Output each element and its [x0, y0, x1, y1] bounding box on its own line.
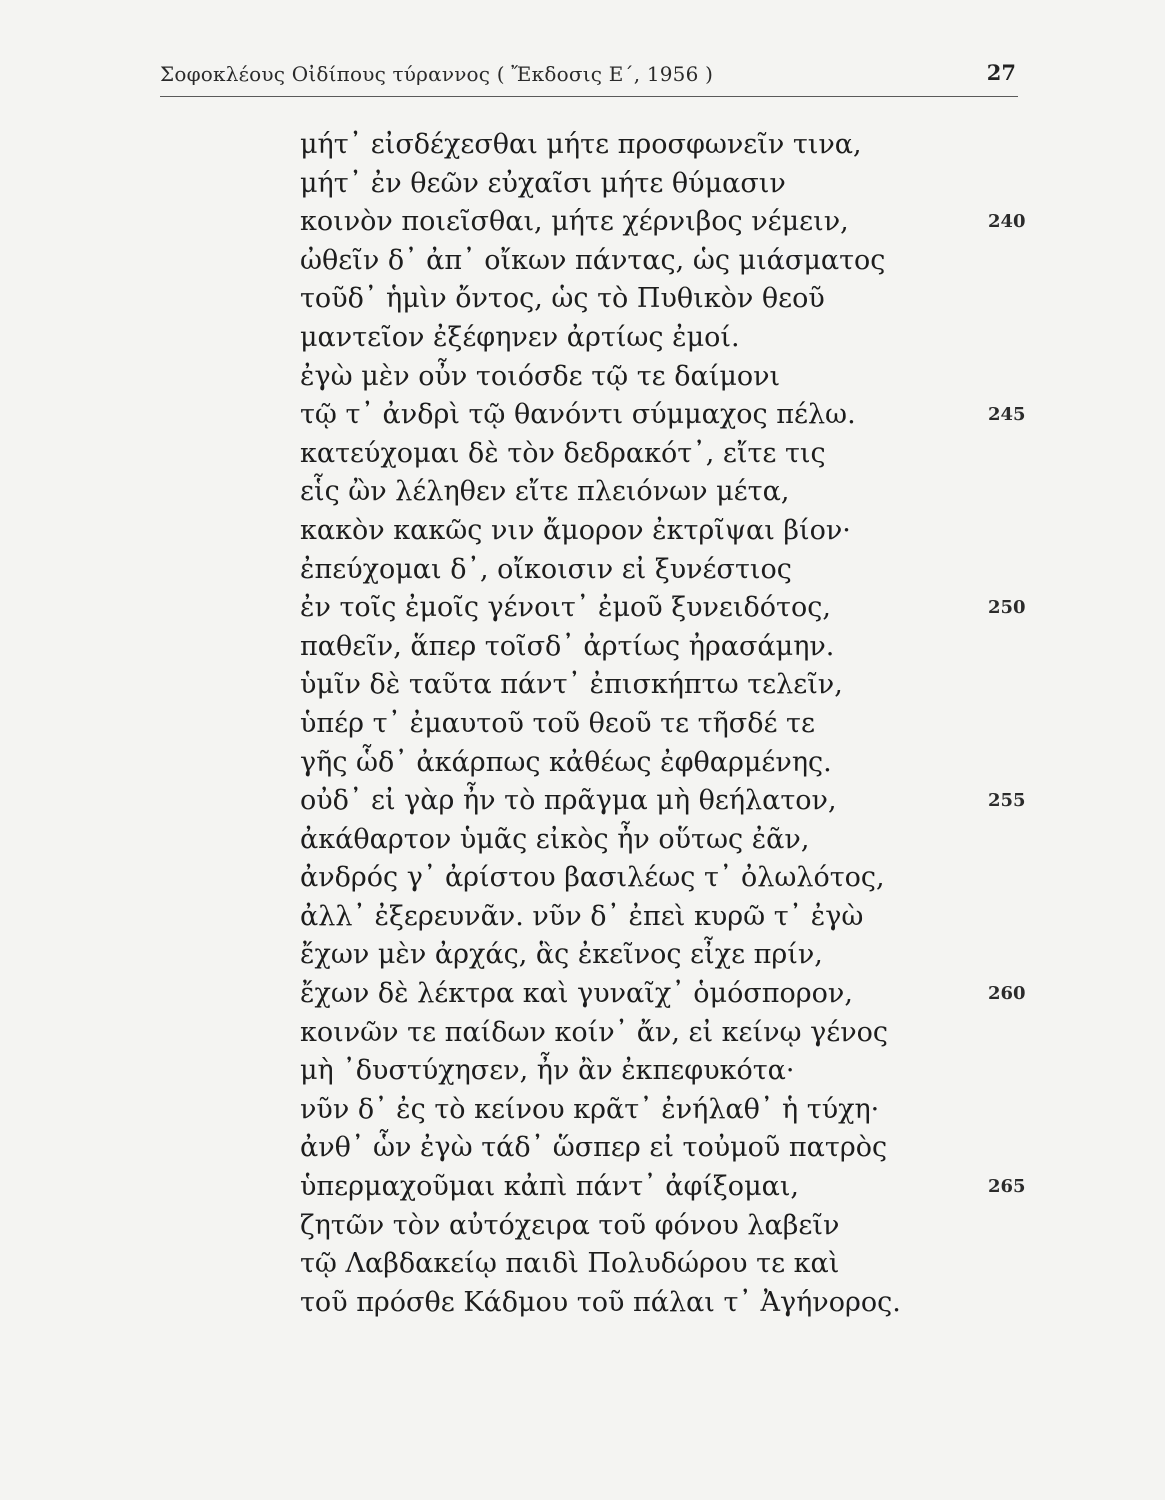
running-title: Σοφοκλέους Οἰδίπους τύραννος ( Ἔκδοσις Ε΄, 1956 ) [160, 62, 714, 86]
verse-line [300, 782, 1026, 821]
verse-text: κακὸν κακῶς νιν ἄμορον ἐκτρῖψαι βίον· [300, 514, 851, 546]
verse-text: ἔχων δὲ λέκτρα καὶ γυναῖχ᾽ ὁμόσπορον, [300, 978, 853, 1010]
verse-text: ἀλλ᾽ ἐξερευνᾶν. νῦν δ᾽ ἐπεὶ κυρῶ τ᾽ ἐγὼ [300, 900, 864, 932]
page-header [160, 56, 1018, 97]
verse-line [300, 1284, 1020, 1323]
verse-text: ἐγὼ μὲν οὖν τοιόσδε τῷ τε δαίμονι [300, 360, 781, 392]
verse-line [300, 165, 1020, 204]
verse-text: οὐδ᾽ εἰ γὰρ ἦν τὸ πρᾶγμα μὴ θεήλατον, [300, 785, 837, 817]
verse-line [300, 705, 1020, 744]
verse-line [300, 898, 1020, 937]
verse-text: ὠθεῖν δ᾽ ἀπ᾽ οἴκων πάντας, ὡς μιάσματος [300, 244, 886, 276]
verse-line [300, 512, 1020, 551]
verse-line [300, 1014, 1020, 1053]
verse-line [300, 1168, 1026, 1207]
verse-text: ὑπέρ τ᾽ ἐμαυτοῦ τοῦ θεοῦ τε τῆσδέ τε [300, 707, 815, 739]
verse-text: ἐν τοῖς ἐμοῖς γένοιτ᾽ ἐμοῦ ξυνειδότος, [300, 592, 831, 624]
verse-line [300, 435, 1020, 474]
verse-line [300, 589, 1026, 628]
line-number: 250 [988, 597, 1026, 619]
verse-line [300, 975, 1026, 1014]
verse-text: ὑμῖν δὲ ταῦτα πάντ᾽ ἐπισκήπτω τελεῖν, [300, 669, 843, 701]
line-number: 255 [988, 790, 1026, 812]
verse-text: ἀνθ᾽ ὧν ἐγὼ τάδ᾽ ὥσπερ εἰ τοὐμοῦ πατρὸς [300, 1132, 888, 1164]
line-number: 260 [988, 983, 1026, 1005]
page-number: 27 [986, 60, 1016, 85]
verse-line [300, 821, 1020, 860]
verse-text: κοινῶν τε παίδων κοίν᾽ ἄν, εἰ κείνῳ γένος [300, 1016, 889, 1048]
verse-line [300, 1207, 1020, 1246]
verse-line [300, 1052, 1020, 1091]
verse-text: ζητῶν τὸν αὐτόχειρα τοῦ φόνου λαβεῖν [300, 1209, 840, 1241]
verse-text: εἷς ὢν λέληθεν εἴτε πλειόνων μέτα, [300, 476, 790, 508]
verse-line [300, 1129, 1020, 1168]
verse-text: μήτ᾽ ἐν θεῶν εὐχαῖσι μήτε θύμασιν [300, 167, 786, 199]
verse-text: τῷ τ᾽ ἀνδρὶ τῷ θανόντι σύμμαχος πέλω. [300, 399, 856, 431]
verse-text: ἀνδρός γ᾽ ἀρίστου βασιλέως τ᾽ ὀλωλότος, [300, 862, 885, 894]
verse-line [300, 280, 1020, 319]
verse-line [300, 1091, 1020, 1130]
verse-line [300, 203, 1026, 242]
verse-line [300, 744, 1020, 783]
verse-line [300, 551, 1020, 590]
verse-line [300, 859, 1020, 898]
verse-line [300, 242, 1020, 281]
verse-text: νῦν δ᾽ ἐς τὸ κείνου κρᾶτ᾽ ἐνήλαθ᾽ ἡ τύχη· [300, 1093, 880, 1125]
verse-line [300, 358, 1020, 397]
verse-text: μήτ᾽ εἰσδέχεσθαι μήτε προσφωνεῖν τινα, [300, 129, 862, 160]
line-number: 245 [988, 404, 1026, 426]
verse-text: ὑπερμαχοῦμαι κἀπὶ πάντ᾽ ἀφίξομαι, [300, 1171, 800, 1203]
line-number: 240 [988, 211, 1026, 233]
verse-line [300, 666, 1020, 705]
verse-line [300, 473, 1020, 512]
verse-text: παθεῖν, ἅπερ τοῖσδ᾽ ἀρτίως ἠρασάμην. [300, 630, 835, 662]
verse-text: ἔχων μὲν ἀρχάς, ἃς ἐκεῖνος εἶχε πρίν, [300, 939, 823, 971]
verse-block [300, 126, 1026, 1322]
verse-text: μαντεῖον ἐξέφηνεν ἀρτίως ἐμοί. [300, 321, 740, 353]
verse-text: τοῦ πρόσθε Κάδμου τοῦ πάλαι τ᾽ Ἀγήνορος. [300, 1286, 901, 1318]
verse-text: γῆς ὧδ᾽ ἀκάρπως κἀθέως ἐφθαρμένης. [300, 746, 832, 778]
verse-line [300, 628, 1020, 667]
verse-text: κατεύχομαι δὲ τὸν δεδρακότ᾽, εἴτε τις [300, 437, 826, 469]
verse-line [300, 319, 1020, 358]
verse-text: ἐπεύχομαι δ᾽, οἴκοισιν εἰ ξυνέστιος [300, 553, 792, 585]
verse-line [300, 396, 1026, 435]
verse-text: κοινὸν ποιεῖσθαι, μήτε χέρνιβος νέμειν, [300, 206, 849, 238]
verse-line [300, 1245, 1020, 1284]
verse-line [300, 936, 1020, 975]
verse-text: ἀκάθαρτον ὑμᾶς εἰκὸς ἦν οὕτως ἐᾶν, [300, 823, 810, 855]
line-number: 265 [988, 1176, 1026, 1198]
verse-line [300, 126, 1020, 165]
verse-text: τοῦδ᾽ ἡμὶν ὄντος, ὡς τὸ Πυθικὸν θεοῦ [300, 283, 825, 315]
verse-text: τῷ Λαβδακείῳ παιδὶ Πολυδώρου τε καὶ [300, 1248, 840, 1280]
verse-text: μὴ ᾿δυστύχησεν, ἦν ἂν ἐκπεφυκότα· [300, 1055, 795, 1087]
